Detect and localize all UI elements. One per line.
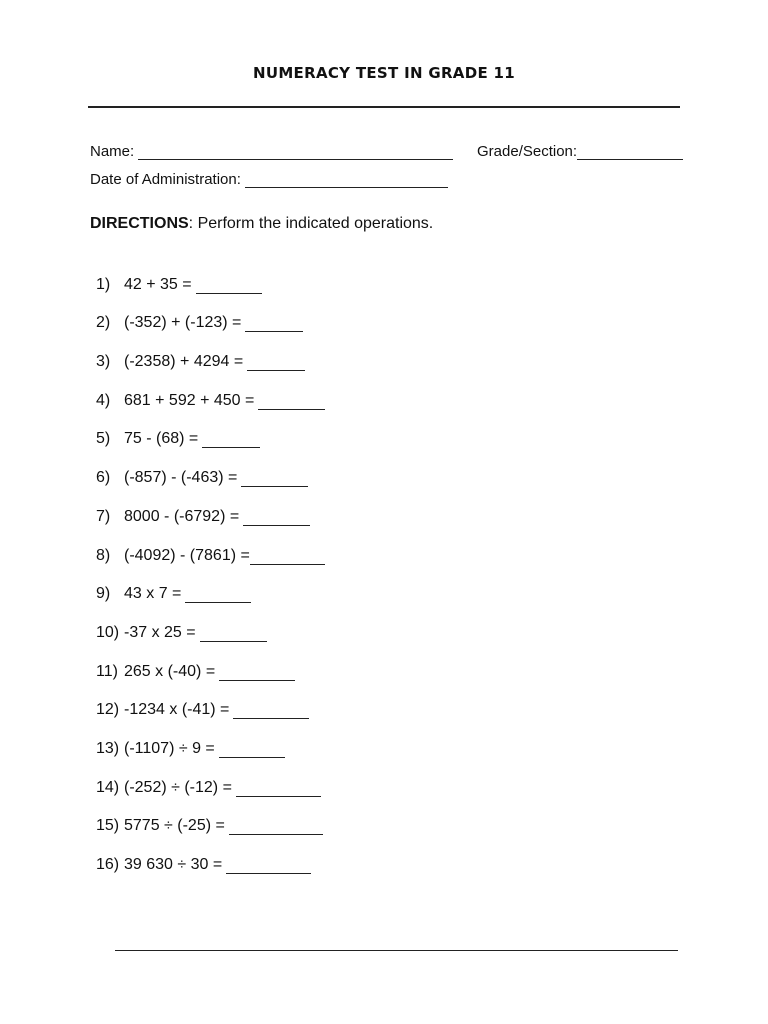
answer-blank[interactable]	[185, 588, 251, 603]
problem-number: 13)	[96, 739, 120, 757]
problem-number: 2)	[96, 314, 111, 332]
answer-blank[interactable]	[258, 395, 325, 410]
answer-blank[interactable]	[219, 666, 295, 681]
problem-expression: 43 x 7 =	[124, 585, 182, 603]
problem-item	[96, 603, 325, 642]
directions-heading: DIRECTIONS	[90, 215, 189, 232]
grade-section-field[interactable]	[477, 143, 683, 160]
problem-number: 12)	[96, 701, 120, 719]
answer-blank[interactable]	[247, 356, 305, 371]
name-blank[interactable]	[138, 145, 453, 160]
problem-expression: 5775 ÷ (-25) =	[124, 817, 225, 835]
problem-list	[96, 255, 325, 874]
answer-blank[interactable]	[243, 511, 310, 526]
answer-blank[interactable]	[233, 704, 309, 719]
answer-blank[interactable]	[226, 859, 311, 874]
problem-item	[96, 797, 325, 836]
problem-item	[96, 294, 325, 333]
grade-section-label: Grade/Section:	[477, 143, 578, 160]
problem-number: 15)	[96, 817, 120, 835]
name-label: Name:	[90, 143, 135, 160]
grade-section-blank[interactable]	[577, 145, 683, 160]
problem-number: 7)	[96, 507, 111, 525]
problem-number: 8)	[96, 546, 111, 564]
problem-expression: (-4092) - (7861) =	[124, 546, 250, 564]
date-blank[interactable]	[245, 173, 448, 188]
problem-item	[96, 487, 325, 526]
problem-expression: (-2358) + 4294 =	[124, 353, 244, 371]
problem-item	[96, 448, 325, 487]
answer-blank[interactable]	[229, 820, 323, 835]
answer-blank[interactable]	[219, 743, 285, 758]
problem-item	[96, 642, 325, 681]
problem-number: 9)	[96, 585, 111, 603]
problem-item	[96, 371, 325, 410]
problem-expression: -37 x 25 =	[124, 623, 196, 641]
problem-number: 1)	[96, 275, 111, 293]
problem-item	[96, 255, 325, 294]
problem-expression: 265 x (-40) =	[124, 662, 216, 680]
problem-expression: 42 + 35 =	[124, 275, 192, 293]
directions-text: : Perform the indicated operations.	[188, 215, 434, 232]
problem-item	[96, 565, 325, 604]
problem-item	[96, 758, 325, 797]
date-field[interactable]	[90, 171, 448, 188]
problem-number: 11)	[96, 662, 118, 680]
page-title: NUMERACY TEST IN GRADE 11	[252, 64, 516, 82]
problem-expression: -1234 x (-41) =	[124, 701, 230, 719]
problem-expression: (-252) ÷ (-12) =	[124, 778, 232, 796]
problem-expression: 75 - (68) =	[124, 430, 199, 448]
problem-item	[96, 835, 325, 874]
problem-expression: (-352) + (-123) =	[124, 314, 242, 332]
problem-number: 14)	[96, 778, 120, 796]
problem-expression: 8000 - (-6792) =	[124, 507, 240, 525]
problem-number: 3)	[96, 353, 111, 371]
directions	[90, 215, 433, 233]
answer-blank[interactable]	[196, 279, 262, 294]
problem-item	[96, 410, 325, 449]
answer-blank[interactable]	[241, 472, 308, 487]
problem-expression: (-857) - (-463) =	[124, 469, 238, 487]
answer-blank[interactable]	[200, 627, 267, 642]
problem-number: 16)	[96, 856, 120, 873]
problem-number: 6)	[96, 469, 111, 487]
problem-item	[96, 332, 325, 371]
problem-number: 5)	[96, 430, 111, 448]
problem-item	[96, 719, 325, 758]
name-field[interactable]	[90, 143, 453, 160]
answer-blank[interactable]	[245, 317, 303, 332]
answer-blank[interactable]	[202, 433, 260, 448]
problem-expression: 681 + 592 + 450 =	[124, 391, 255, 409]
problem-number: 4)	[96, 391, 111, 409]
problem-expression: (-1107) ÷ 9 =	[124, 739, 215, 757]
problem-expression: 39 630 ÷ 30 =	[124, 856, 223, 873]
problem-item	[96, 526, 325, 565]
header-divider	[88, 106, 680, 108]
answer-blank[interactable]	[236, 782, 321, 797]
footer-divider	[115, 950, 678, 951]
problem-item	[96, 681, 325, 720]
answer-blank[interactable]	[250, 550, 325, 565]
date-label: Date of Administration:	[90, 171, 241, 188]
problem-number: 10)	[96, 623, 120, 641]
